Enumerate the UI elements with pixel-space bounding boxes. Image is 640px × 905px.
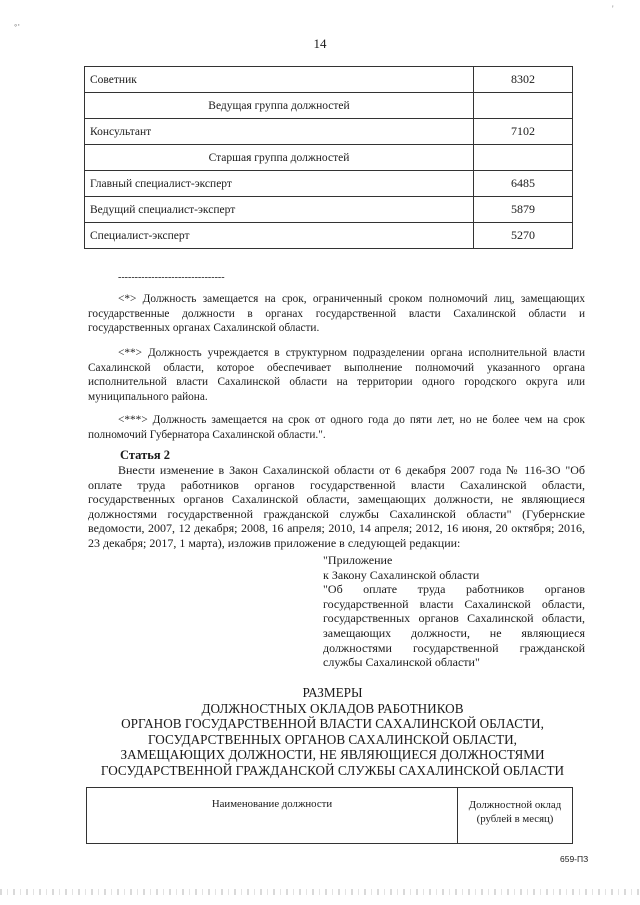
table-row — [85, 119, 573, 145]
column-header-salary — [458, 788, 573, 844]
table-row — [85, 171, 573, 197]
annex-heading — [323, 553, 585, 670]
annex-line: "Приложение — [323, 553, 393, 567]
group-name: Старшая группа должностей — [85, 145, 474, 171]
article-title: Статья 2 — [120, 448, 170, 462]
salary-value: 5879 — [474, 197, 573, 223]
position-name: Советник — [85, 67, 474, 93]
salary-value — [474, 93, 573, 119]
group-name: Ведущая группа должностей — [85, 93, 474, 119]
salary-table-continued — [84, 66, 573, 249]
table-row — [85, 197, 573, 223]
sizes-title-line: ГОСУДАРСТВЕННЫХ ОРГАНОВ САХАЛИНСКОЙ ОБЛАСТИ, — [148, 731, 517, 747]
salary-header-line: Должностной оклад — [468, 799, 562, 811]
footnote-3: <***> Должность замещается на срок от одного года до пяти лет, но не более чем на срок полномочий Губернатора Сахалинской области.". — [88, 414, 585, 441]
table-row — [85, 223, 573, 249]
sizes-title-line: ДОЛЖНОСТНЫХ ОКЛАДОВ РАБОТНИКОВ — [201, 700, 464, 716]
scan-artifact: ' — [612, 4, 614, 14]
salary-value: 7102 — [474, 119, 573, 145]
salary-value — [474, 145, 573, 171]
salary-table-header — [86, 787, 573, 844]
sizes-title-line: ОРГАНОВ ГОСУДАРСТВЕННОЙ ВЛАСТИ САХАЛИНСКОЙ ОБЛАСТИ, — [121, 716, 544, 732]
position-name: Главный специалист-эксперт — [85, 171, 474, 197]
footnote-separator: -------------------------------- — [118, 272, 225, 283]
position-name: Консультант — [85, 119, 474, 145]
scan-noise — [0, 889, 640, 895]
document-code: 659-ПЗ — [560, 854, 589, 864]
footnote-1: <*> Должность замещается на срок, ограниченный сроком полномочий лиц, замещающих государственные должности в органах государственной власти Сахалинской области и государственных органах Сахалинской области. — [88, 293, 585, 334]
salary-value: 6485 — [474, 171, 573, 197]
salary-header-line: (рублей в месяц) — [476, 813, 554, 825]
sizes-title-line: РАЗМЕРЫ — [302, 685, 363, 700]
sizes-title-line: ГОСУДАРСТВЕННОЙ ГРАЖДАНСКОЙ СЛУЖБЫ САХАЛИНСКОЙ ОБЛАСТИ — [100, 762, 565, 778]
table-row — [85, 67, 573, 93]
position-name: Специалист-эксперт — [85, 223, 474, 249]
salary-value: 8302 — [474, 67, 573, 93]
sizes-title-line: ЗАМЕЩАЮЩИХ ДОЛЖНОСТИ, НЕ ЯВЛЯЮЩИЕСЯ ДОЛЖНОСТЯМИ — [120, 747, 545, 763]
footnote-2: <**> Должность учреждается в структурном подразделении органа исполнительной власти Сахалинской области, которое обеспечивает выполнение полномочий указанного органа исполнительной власти Сахалинской области на территории одного городского округа или муниципального района. — [88, 347, 585, 403]
sizes-title — [60, 685, 605, 779]
position-name: Ведущий специалист-эксперт — [85, 197, 474, 223]
group-row — [85, 145, 573, 171]
scan-artifact: ◦· — [14, 20, 21, 30]
article-body: Внести изменение в Закон Сахалинской области от 6 декабря 2007 года № 116-ЗО "Об оплате труда работников органов государственной власти Сахалинской области, государственных органов Сахалинской области, замещающих должности, не являющиеся должностями государственной гражданской службы Сахалинской области" (Губернские ведомости, 2007, 12 декабря; 2008, 16 апреля; 2010, 14 апреля; 2012, 16 июня, 20 октября; 2016, 23 декабря; 2017, 1 марта), изложив приложение в следующей редакции: — [88, 463, 585, 550]
column-header-position: Наименование должности — [87, 788, 458, 844]
page-number: 14 — [313, 36, 327, 51]
group-row — [85, 93, 573, 119]
annex-law-title: "Об оплате труда работников органов государственной власти Сахалинской области, государственных органов Сахалинской области, замещающих должности, не являющиеся должностями государственной гражданской службы Сахалинской области" — [323, 582, 585, 670]
annex-line: к Закону Сахалинской области — [323, 567, 480, 582]
salary-value: 5270 — [474, 223, 573, 249]
